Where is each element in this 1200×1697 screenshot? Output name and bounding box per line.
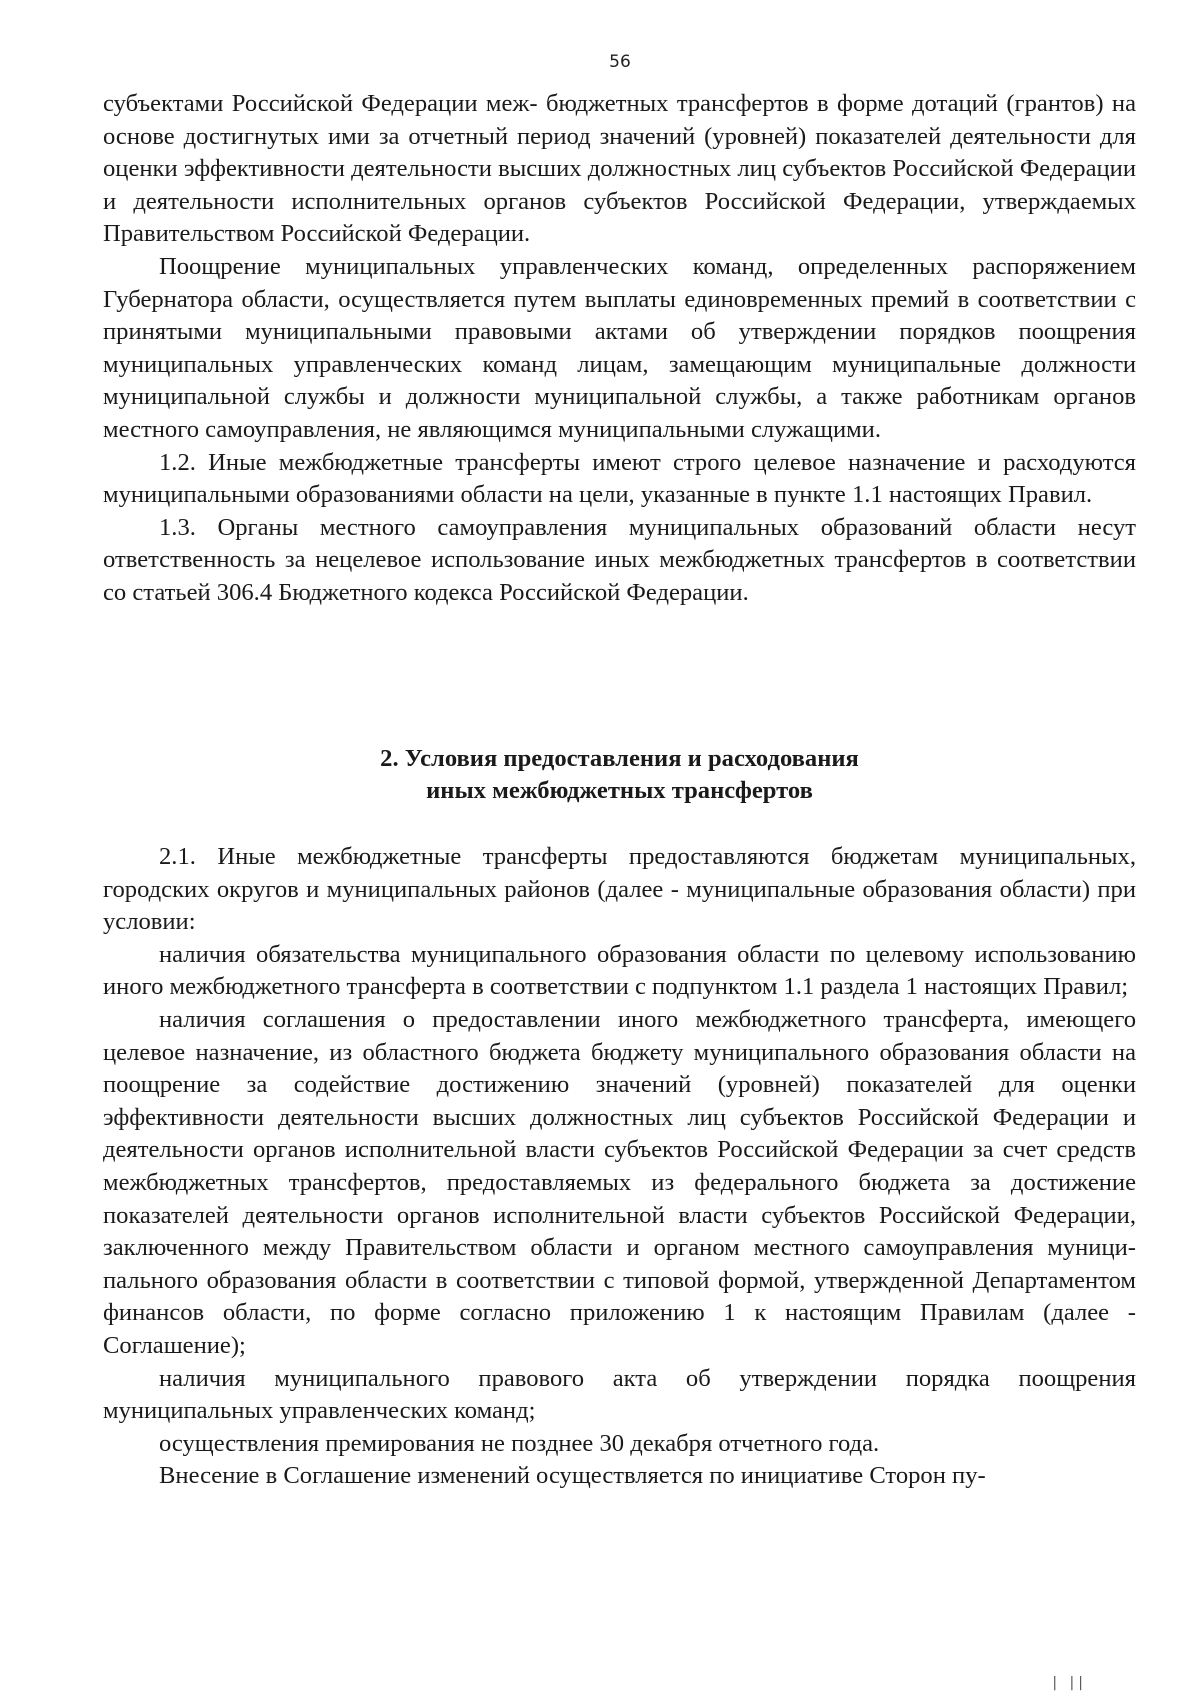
- page-number: 56: [609, 52, 631, 72]
- text-block-lower: [103, 841, 1136, 1493]
- paragraph-clause-1-2: 1.2. Иные межбюджетные трансферты имеют строго целевое назначение и расходуются муниципальными образованиями области на цели, указанные в пункте 1.1 настоящих Правил.: [103, 448, 1136, 509]
- paragraph-condition-legal-act: наличия муниципального правового акта об утверждении порядка поощрения муниципальных управленческих команд;: [103, 1364, 1136, 1425]
- text-block-upper: [103, 88, 1136, 610]
- section-2-heading-line-2: иных межбюджетных трансфертов: [426, 777, 813, 804]
- section-2-heading: [103, 743, 1136, 807]
- paragraph-clause-1-3: 1.3. Органы местного самоуправления муниципальных образований области несут ответственность за нецелевое использование иных межбюджетных трансфертов в соответствии со статьей 306.4 Бюджетного кодекса Российской Федерации.: [103, 513, 1136, 606]
- paragraph-clause-2-1: 2.1. Иные межбюджетные трансферты предоставляются бюджетам муниципальных, городских округов и муниципальных районов (далее - муниципальные образования области) при условии:: [103, 843, 1136, 936]
- paragraph-continuation: субъектами Российской Федерации меж- бюджетных трансфертов в форме дотаций (грантов) на основе достигнутых ими за отчетный период значений (уровней) показателей деятельности для оценки эффективности деятельности высших должностных лиц субъектов Российской Федерации и деятельности исполнительных органов субъектов Российской Федерации, утверждаемых Правительством Российской Федерации.: [103, 90, 1136, 248]
- paragraph-agreement-changes: Внесение в Соглашение изменений осуществляется по инициативе Сторон пу-: [159, 1462, 986, 1490]
- paragraph-encouragement: Поощрение муниципальных управленческих команд, определенных распоряжением Губернатора области, осуществляется путем выплаты единовременных премий в соответствии с принятыми муниципальными правовыми актами об утверждении порядков поощрения муниципальных управленческих команд лицам, замещающим муниципальные должности муниципальной службы и должности муниципальной службы, а также работникам органов местного самоуправления, не являющимся муниципальными служащими.: [103, 252, 1136, 443]
- paragraph-condition-obligation: наличия обязательства муниципального образования области по целевому использованию иного межбюджетного трансферта в соответствии с подпунктом 1.1 раздела 1 настоящих Правил;: [103, 940, 1136, 1001]
- section-2-heading-line-1: 2. Условия предоставления и расходования: [380, 745, 859, 772]
- paragraph-condition-agreement: наличия соглашения о предоставлении иного межбюджетного трансферта, имеющего целевое назначение, из областного бюджета бюджету муниципального образования области на поощрение за содействие достижению значений (уровней) показателей для оценки эффективности деятельности высших должностных лиц субъектов Российской Федерации и деятельности органов исполнительной власти субъектов Российской Федерации за счет средств межбюджетных трансфертов, предоставляемых из федерального бюджета за достижение показателей деятельности органов исполнительной власти субъектов Российской Федерации, заключенного между Правительством области и органом местного самоуправления муниципального образования области в соответствии с типовой формой, утвержденной Департаментом финансов области, по форме согласно приложению 1 к настоящим Правилам (далее - Соглашение);: [103, 1005, 1136, 1359]
- paragraph-condition-bonus-deadline: осуществления премирования не позднее 30 декабря отчетного года.: [159, 1429, 880, 1457]
- scan-corner-mark: | ||: [1052, 1675, 1087, 1691]
